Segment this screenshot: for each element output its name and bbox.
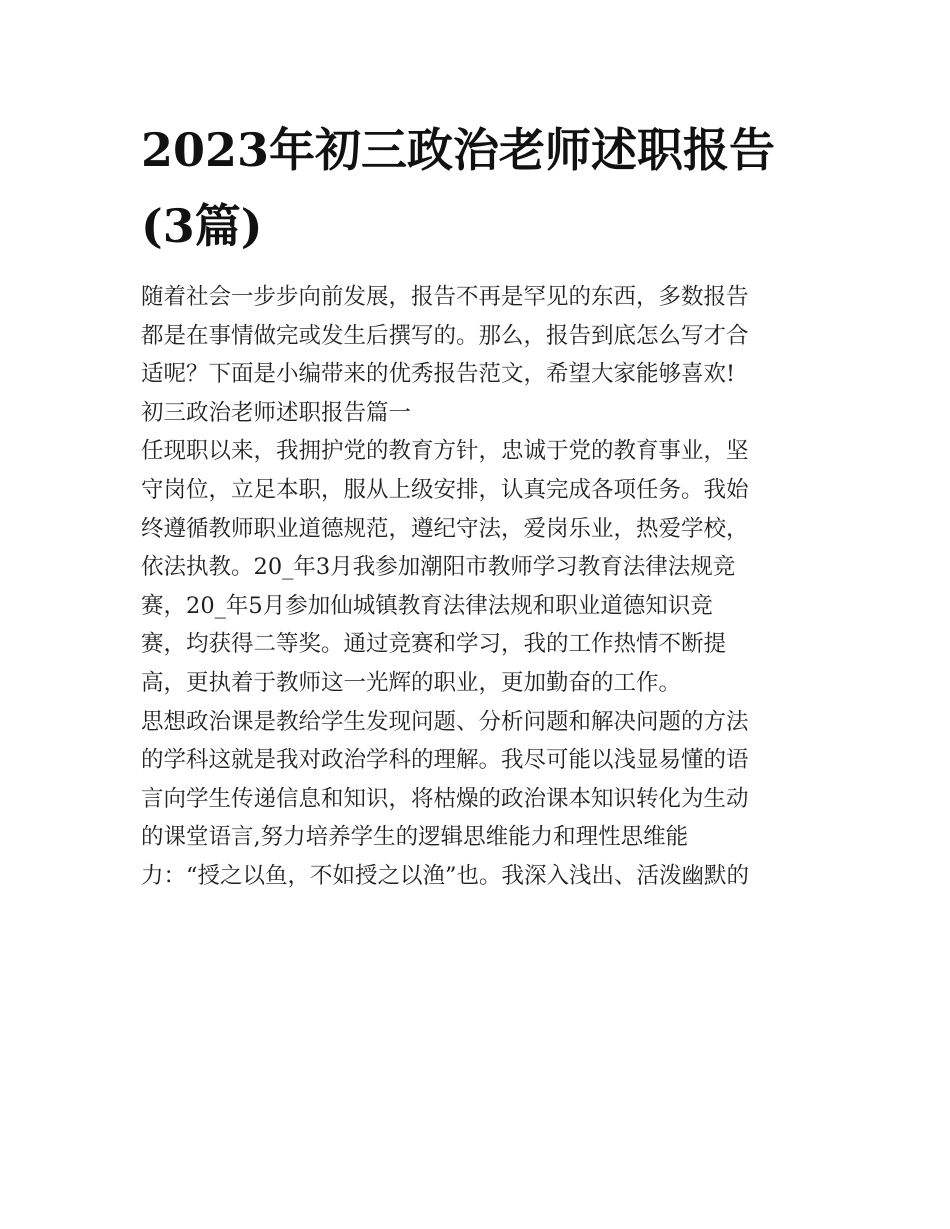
text-line: 适呢？下面是小编带来的优秀报告范文，希望大家能够喜欢! bbox=[141, 361, 736, 388]
section-heading: 初三政治老师述职报告篇一 bbox=[141, 399, 412, 426]
text-line: 的课堂语言,努力培养学生的逻辑思维能力和理性思维能 bbox=[141, 824, 689, 851]
text-line: 的学科这就是我对政治学科的理解。我尽可能以浅显易懂的语 bbox=[141, 747, 749, 774]
text-line: 随着社会一步步向前发展，报告不再是罕见的东西，多数报告 bbox=[141, 284, 749, 310]
text-line: 都是在事情做完或发生后撰写的。那么，报告到底怎么写才合 bbox=[141, 322, 749, 349]
text-line: 终遵循教师职业道德规范，遵纪守法，爱岗乐业，热爱学校， bbox=[141, 515, 749, 542]
document-body bbox=[141, 278, 813, 896]
text-line: 赛，均获得二等奖。通过竞赛和学习，我的工作热情不断提 bbox=[141, 631, 727, 658]
document-title: 2023年初三政治老师述职报告(3篇) bbox=[141, 123, 776, 253]
text-line: 依法执教。20_年3月我参加潮阳市教师学习教育法律法规竞 bbox=[141, 554, 736, 581]
text-line: 任现职以来，我拥护党的教育方针，忠诚于党的教育事业，坚 bbox=[141, 438, 749, 465]
document-content bbox=[141, 112, 813, 896]
text-line: 言向学生传递信息和知识，将枯燥的政治课本知识转化为生动 bbox=[141, 785, 749, 812]
text-line: 守岗位，立足本职，服从上级安排，认真完成各项任务。我始 bbox=[141, 476, 749, 503]
text-line: 赛，20_年5月参加仙城镇教育法律法规和职业道德知识竞 bbox=[141, 592, 713, 619]
text-line: 力：“授之以鱼，不如授之以渔”也。我深入浅出、活泼幽默的 bbox=[141, 862, 750, 889]
text-line: 高，更执着于教师这一光辉的职业，更加勤奋的工作。 bbox=[141, 669, 682, 696]
text-line: 思想政治课是教给学生发现问题、分析问题和解决问题的方法 bbox=[141, 708, 749, 735]
